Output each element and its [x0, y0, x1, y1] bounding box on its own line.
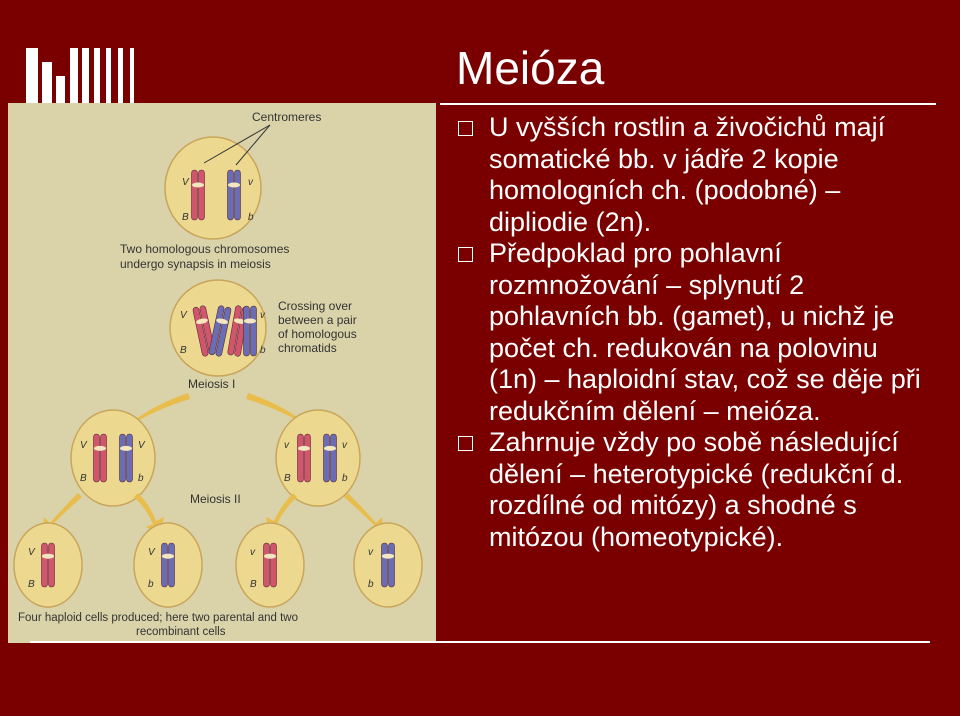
chromatid [331, 434, 337, 482]
centromere [120, 446, 132, 451]
bullet-item-sexual-reproduction [456, 238, 926, 427]
title-underline [440, 103, 936, 105]
haploid-cell-2 [134, 523, 202, 607]
gene-label: B [284, 473, 291, 484]
gene-label: V [182, 177, 189, 188]
gene-label: B [180, 345, 187, 356]
gene-label: v [284, 440, 289, 451]
chromatid [244, 306, 250, 356]
haploid-cell-1 [14, 523, 82, 607]
label-meiosis-2: Meiosis II [190, 492, 241, 506]
chromatid [42, 543, 48, 587]
bullet-square-icon [458, 121, 473, 136]
stripe [82, 48, 89, 104]
chromatid [162, 543, 168, 587]
gene-label: V [28, 547, 35, 558]
bullet-list [456, 112, 926, 553]
meiosis-figure [8, 103, 436, 643]
haploid-cell-3 [236, 523, 304, 607]
stripe [70, 48, 78, 104]
bullet-item-diploidy [456, 112, 926, 238]
bullet-item-divisions [456, 427, 926, 553]
gene-label: V [180, 310, 187, 321]
bullet-text: Zahrnuje vždy po sobě následující dělení – heterotypické (redukční d. rozdílné od mitózy) a shodné s mitózou (homeotypické). [489, 427, 904, 552]
chromatid [235, 170, 241, 220]
bullet-square-icon [458, 247, 473, 262]
centromere [162, 554, 174, 559]
gene-label: b [342, 473, 348, 484]
gene-label: B [80, 473, 87, 484]
stripe [130, 48, 134, 104]
slide-title: Meióza [456, 42, 605, 94]
gene-label: b [368, 579, 374, 590]
gene-label: V [148, 547, 155, 558]
stripe [26, 48, 38, 104]
chromatid [49, 543, 55, 587]
chromatid [251, 306, 257, 356]
gene-label: B [250, 579, 257, 590]
stripe [56, 76, 65, 104]
gene-label: B [182, 212, 189, 223]
gene-label: V [80, 440, 87, 451]
meiosis-diagram [8, 103, 436, 643]
bullet-text: Předpoklad pro pohlavní rozmnožování – splynutí 2 pohlavních bb. (gamet), u nichž je počet ch. redukován na polovinu (1n) – haploidní stav, což se děje při redukčním dělení – meióza. [489, 238, 921, 426]
figure-caption-2: recombinant cells [136, 626, 226, 638]
gene-label: b [138, 473, 144, 484]
centromere [192, 183, 204, 188]
label-synapsis-1: Two homologous chromosomes [120, 242, 290, 256]
chromatid [264, 543, 270, 587]
gene-label: b [248, 212, 254, 223]
centromere [94, 446, 106, 451]
chromatid [94, 434, 100, 482]
centromere [244, 319, 256, 324]
stripe [106, 48, 111, 104]
gene-label: v [250, 547, 255, 558]
centromere [42, 554, 54, 559]
cell-meiosis2-right [276, 410, 360, 506]
label-crossing-3: of homologous [278, 327, 357, 341]
chromatid [389, 543, 395, 587]
centromere [264, 554, 276, 559]
bottom-rule [30, 641, 930, 643]
label-crossing-2: between a pair [278, 313, 357, 327]
cell-meiosis2-left [71, 410, 155, 506]
chromatid [192, 170, 198, 220]
label-crossing-1: Crossing over [278, 299, 353, 313]
stripe [118, 48, 123, 104]
centromere [324, 446, 336, 451]
figure-caption-1: Four haploid cells produced; here two parental and two [18, 612, 299, 624]
chromatid [298, 434, 304, 482]
gene-label: B [28, 579, 35, 590]
chromatid [228, 170, 234, 220]
chromatid [305, 434, 311, 482]
centromere [228, 183, 240, 188]
centromere [298, 446, 310, 451]
label-crossing-4: chromatids [278, 341, 337, 355]
haploid-cell-4 [354, 523, 422, 607]
gene-label: v [342, 440, 347, 451]
gene-label: v [368, 547, 373, 558]
chromatid [324, 434, 330, 482]
stripe [42, 62, 52, 104]
chromatid [127, 434, 133, 482]
label-meiosis-1: Meiosis I [188, 377, 236, 391]
chromatid [101, 434, 107, 482]
bullet-square-icon [458, 436, 473, 451]
gene-label: b [148, 579, 154, 590]
chromatid [271, 543, 277, 587]
label-centromeres: Centromeres [252, 110, 322, 124]
gene-label: V [138, 440, 145, 451]
gene-label: v [248, 177, 253, 188]
bullet-text: U vyšších rostlin a živočichů mají somatické bb. v jádře 2 kopie homologních ch. (podobné) – dipliodie (2n). [489, 112, 886, 237]
centromere [382, 554, 394, 559]
chromatid [169, 543, 175, 587]
stripe [94, 48, 100, 104]
chromatid [120, 434, 126, 482]
chromatid [382, 543, 388, 587]
label-synapsis-2: undergo synapsis in meiosis [120, 257, 271, 271]
decorative-stripes [26, 48, 446, 104]
gene-label: b [260, 345, 266, 356]
chromatid [199, 170, 205, 220]
gene-label: v [260, 310, 265, 321]
